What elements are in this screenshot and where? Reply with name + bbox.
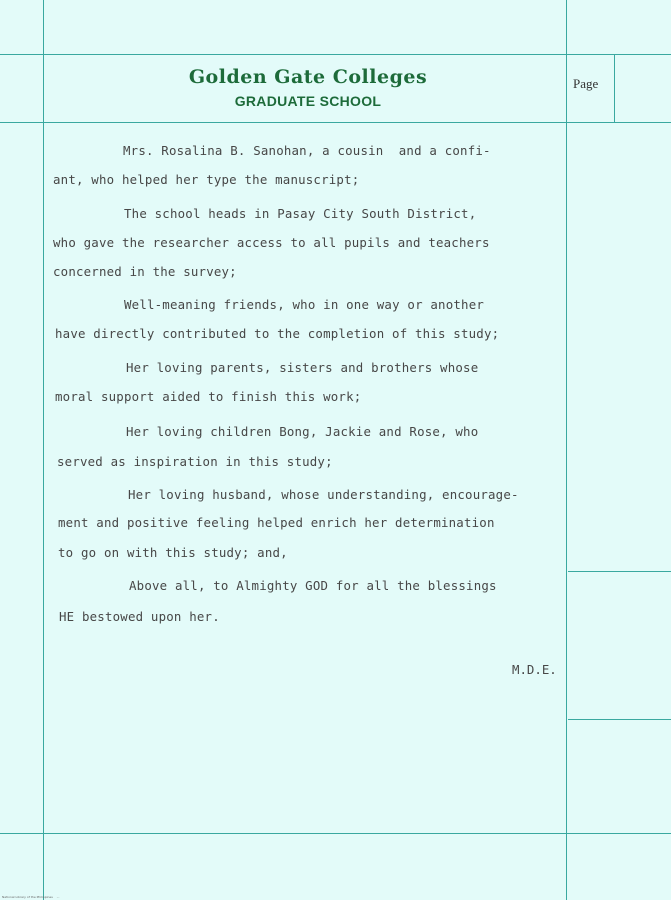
body-line: ant, who helped her type the manuscript; (53, 172, 360, 187)
signature-initials: M.D.E. (512, 662, 557, 677)
page-box-rule (614, 54, 615, 122)
header-bottom-rule (0, 122, 671, 123)
body-line: concerned in the survey; (53, 264, 237, 279)
page-label: Page (573, 76, 599, 91)
body-line: The school heads in Pasay City South District, (124, 206, 477, 221)
body-line: have directly contributed to the completion of this study; (55, 326, 500, 341)
right-margin-rule-2 (568, 719, 671, 720)
body-line: Above all, to Almighty GOD for all the blessings (129, 578, 497, 593)
right-margin-rule (566, 0, 567, 900)
body-line: served as inspiration in this study; (57, 454, 333, 469)
top-rule (0, 54, 671, 55)
body-line: Mrs. Rosalina B. Sanohan, a cousin and a confi- (123, 143, 491, 158)
right-margin-rule-1 (568, 571, 671, 572)
body-line: ment and positive feeling helped enrich her determination (58, 515, 495, 530)
body-line: to go on with this study; and, (58, 545, 288, 560)
body-line: who gave the researcher access to all pupils and teachers (53, 235, 490, 250)
body-line: moral support aided to finish this work; (55, 389, 362, 404)
body-line: Her loving husband, whose understanding, encourage- (128, 487, 519, 502)
body-line: HE bestowed upon her. (59, 609, 220, 624)
left-margin-rule (43, 0, 44, 900)
body-line: Her loving parents, sisters and brothers whose (126, 360, 479, 375)
body-line: Well-meaning friends, who in one way or another (124, 297, 485, 312)
footer-text: National Library of the Philippines ... (2, 895, 60, 899)
college-name: Golden Gate Colleges (188, 66, 428, 88)
body-line: Her loving children Bong, Jackie and Rose, who (126, 424, 479, 439)
bottom-rule (0, 833, 671, 834)
school-name: GRADUATE SCHOOL (234, 93, 382, 109)
